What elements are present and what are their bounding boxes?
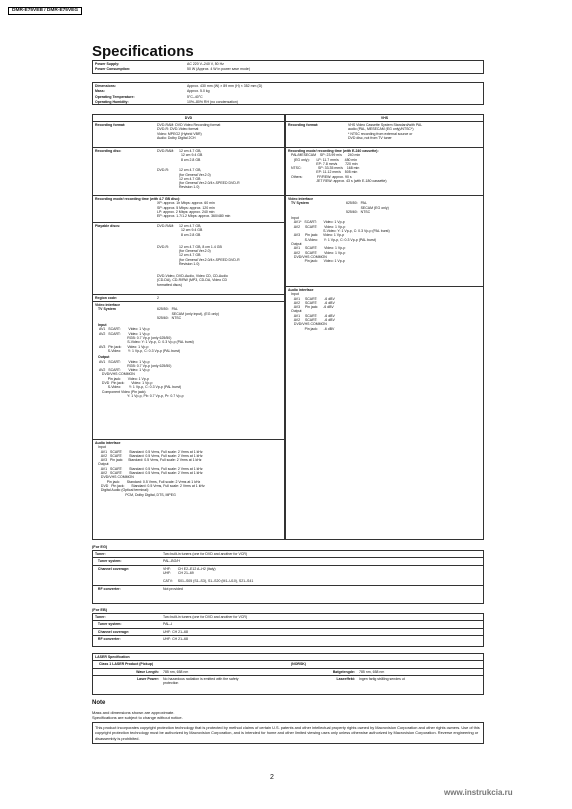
eg-row [93, 558, 483, 565]
vhs-header: VHS [286, 115, 483, 122]
page-number: 2 [270, 774, 274, 781]
section-label: Video interface [95, 303, 121, 307]
eb-row [93, 621, 483, 628]
laser-row [93, 676, 483, 687]
laser-product-row [93, 661, 483, 668]
spec-label: Power Consumption: [95, 67, 131, 72]
eb-row [93, 614, 483, 621]
eg-row [93, 586, 483, 592]
spec-label: Bølgelengde: [332, 669, 355, 674]
laser-title: LASER Specification [93, 654, 483, 661]
general-row [93, 100, 483, 105]
section-sublabel: TV System [291, 201, 309, 206]
dvd-audio-interface [93, 440, 284, 536]
laser-norsk: (NORSK) [291, 662, 306, 667]
section-sublabel: TV System [98, 307, 116, 312]
spec-value: Approx. 430 mm (W) × 89 mm (H) × 352 mm (D) [187, 84, 263, 88]
spec-label: Region code: [95, 296, 118, 300]
vhs-recording-format [286, 122, 483, 148]
dvd-recording-disc [93, 148, 284, 196]
spec-value: Input AV1 SCART: Standard: 0.5 Vrms, Full scale: 2 Vrms at 1 kHz AV2 SCART: Standard: 0.5 Vrms, Full scale: 2 Vrms at 1 kHz AV3 Pin jack: Standard: 0.5 Vrms, Full scale: 2 Vrms at 1 kHz Output AV1 SCART: Standard: 0.5 Vrms, Full scale: 2 Vrms at 1 kHz AV2 SCART: Standard: 0.5 Vrms, Full scale: 2 Vrms at 1 kHz DVD/VHS COMMON Pin jack: Standard: 0.5 Vrms, Full scale: 2 Vrms at 1 kHz DVD Pin jack: Standard: 0.5 Vrms, Full scale: 2 Vrms at 1 kHz Digital Audio (Optical terminal): PCM, Dolby Digital, DTS, MPEG [98, 445, 205, 497]
spec-sublabel: DVD-RAM: [157, 149, 175, 153]
eb-tag: (For EB) [92, 608, 107, 612]
eg-row [93, 551, 483, 558]
notes-text: Mass and dimensions shown are approximate. Specifications are subject to change without notice. [92, 710, 183, 720]
dvd-header: DVD [93, 115, 284, 122]
spec-label: Tuner system: [95, 622, 122, 627]
spec-sublabel: DVD-R: [157, 168, 170, 173]
spec-value: 12 cm 4.7 GB, (for General Ver.2.0) 12 cm 4.7 GB (for General Ver.2.0/4×-SPEED DVD-R Revision 1.0) [179, 168, 240, 190]
spec-label: Power Supply: [95, 62, 120, 66]
spec-value: UHF: CH 21–68 [163, 636, 188, 641]
eb-row [93, 629, 483, 636]
eg-box [92, 550, 484, 604]
spec-value: Approx. 5.0 kg [187, 89, 210, 94]
note-title: Note [92, 700, 106, 706]
section-sublabel: Input [98, 323, 107, 328]
spec-label: Recording mode/ recording time (with E-240 cassette): [288, 149, 379, 153]
spec-value: 785 nm, 658 nm [359, 669, 385, 674]
vhs-recording-time [286, 148, 483, 196]
spec-value: 10%–80% RH (no condensation) [187, 99, 238, 104]
dvd-playable [93, 223, 284, 295]
spec-value: VHF: CH E2–E12 A–H2 (Italy) UHF: CH 21–69 CATV: S01–S05 (S1–S3), S1–S20 (M1–U10), S21–S41 [163, 566, 254, 584]
spec-value: Input AV1 SCART: -6 dBV AV2 SCART: -6 dBV AV3 Pin jack: -6 dBV Output AV1 SCART: -6 dBV AV2 SCART: -6 dBV DVD/VHS COMMON Pin jack: -6 dBV [291, 292, 335, 331]
laser-product: Class 1 LASER Product (Pickup) [99, 662, 154, 667]
spec-value: 785 nm, 658 nm [163, 669, 189, 674]
spec-value: XP: approx. 1h Mbps: approx. 60 min SP: approx. 5 Mbps: approx. 120 min LP: approx. 2 Mbps: approx. 240 min EP: approx. 1.7/1.2 Mbps: approx. 360/480 min [157, 201, 231, 219]
eg-tag: (For EG) [92, 545, 108, 549]
spec-label: RF converter: [95, 636, 121, 641]
spec-label: Recording disc: [95, 149, 122, 153]
section-sublabel: Output [98, 355, 110, 360]
vhs-column [285, 114, 484, 540]
spec-label: Tuner system: [95, 559, 122, 564]
general-box [92, 82, 484, 105]
eg-row [93, 566, 483, 586]
section-label: Audio interface [288, 288, 314, 292]
spec-label: Mass: [95, 89, 105, 94]
model-label: DMR-E75VEB / DMR-E75VEG [8, 7, 82, 15]
spec-value: Two built-in tuners (one for DVD and another for VCR) [163, 552, 248, 556]
spec-label: Tuner: [95, 552, 106, 556]
spec-value: Ingen farlig stråling sendes ut [359, 676, 405, 681]
spec-sublabel: DVD-RAM: [157, 224, 175, 228]
spec-value: VHS Video Cassette System Standard/with PAL audio (PAL, MESECAM (EG only)/NTSC*) * NTSC recording from external source or DVD disc, not from TV tuner [348, 123, 423, 140]
spec-value: 5°C–40°C [187, 94, 203, 99]
spec-label: Operating Humidity: [95, 99, 129, 104]
spec-label: RF converter: [95, 586, 121, 591]
eb-row [93, 636, 483, 642]
spec-label: Recording mode/ recording time (with 4.7 GB disc): [95, 197, 181, 201]
spec-label: Playable discs: [95, 224, 121, 228]
spec-label: Laser Power: [137, 676, 159, 681]
spec-value: Input AV1* SCART: Video: 1 Vp-p AV2 SCART: Video: 1 Vp-p S-Video: Y: 1 Vp-p, C: 0.3 Vp-p (PAL burst) AV3 Pin jack: Video: 1 Vp-p S-Video: Y: 1 Vp-p, C: 0.3 Vp-p (PAL burst) Output AV1 SCART: Video: 1 Vp-p AV2 SCART: Video: 1 Vp-p DVD/VHS COMMON Pin jack: Video: 1 Vp-p [291, 216, 390, 264]
copyright-notice: This product incorporates copyright protection technology that is protected by method claims of certain U.S. patents and other intellectual property rights owned by Macrovision Corporation and other rights owners. Use of this copyright protection technology must be authorized by Macrovision Corporation, and is intended for home and other limited viewing uses only unless otherwise authorized by Macrovision Corporation. Reverse engineering or disassembly is prohibited. [92, 722, 484, 744]
spec-label: Recording format: [288, 123, 319, 127]
spec-sublabel: DVD-R: [157, 244, 170, 249]
spec-value: AC 220 V–240 V, 50 Hz [187, 62, 224, 66]
watermark: www.instrukcia.ru [444, 788, 513, 797]
dvd-column [92, 114, 285, 540]
spec-value: 625/50: PAL SECAM (EG only) 525/60: NTSC [346, 201, 389, 214]
spec-value: Not provided [163, 586, 183, 591]
spec-value: 2 [157, 296, 159, 300]
dvd-video-interface [93, 302, 284, 440]
spec-value: Two built-in tuners (one for DVD and another for VCR) [163, 615, 248, 619]
spec-value: AV1 SCART: Video: 1 Vp-p AV2 SCART: Video: 1 Vp-p RGB: 0.7 Vp-p (only 625/50) S-Video: Y: 1 Vp-p, C: 0.3 Vp-p (PAL burst) AV3 Pin jack: Video: 1 Vp-p S-Video: Y: 1 Vp-p, C: 0.3 Vp-p (PAL burst) [99, 327, 194, 353]
dvd-region [93, 295, 284, 302]
spec-value: UHF: CH 21–68 [163, 629, 188, 634]
spec-value: DVD-RAM: DVD Video Recording format DVD-R: DVD-Video format Video: MPEG2 (Hybrid VBR) Audio: Dolby Digital 2CH [157, 123, 221, 140]
dvd-recording-format [93, 122, 284, 148]
power-row [93, 67, 483, 72]
section-label: Audio interface [95, 441, 121, 445]
spec-label: Dimensions: [95, 84, 117, 88]
spec-label: Tuner: [95, 615, 106, 619]
spec-value: 625/50: PAL SECAM (only input), (EG only) 525/60: NTSC [157, 307, 220, 320]
dvd-mode-time [93, 196, 284, 223]
spec-value: PAL/MESECAM SP: 23.99 m/s 240 min (EG only): LP: 11.7 mm/s 480 min EP: 7.8 mm/s 720 min NTSC: SP: 33.35 mm/s 168 min EP: 11.12 mm/s 505 min Others: FF/REW: approx. 90 s JET REW: approx. 43 s (with E-180 cassette) [291, 153, 387, 184]
spec-value: PAL–I [163, 622, 173, 627]
spec-label: Recording format: [95, 123, 126, 127]
eb-box [92, 613, 484, 647]
spec-value: 12 cm 4.7 GB, 12 cm 9.4 GB 8 cm 2.8 GB [179, 224, 203, 237]
spec-label: Operating Temperature: [95, 94, 135, 99]
vhs-video-interface [286, 196, 483, 287]
power-box [92, 60, 484, 74]
vhs-audio-interface [286, 287, 483, 335]
spec-label: Channel coverage: [95, 629, 130, 634]
laser-box [92, 653, 484, 695]
spec-value: DVD-Video, DVD-Audio, Video CD, CD-Audio (CD-DA), CD-R/RW (MP3, CD-DA, Video CD formatted discs) [157, 274, 228, 287]
spec-value: 12 cm 4.7 GB, 12 cm 9.4 GB 8 cm 2.8 GB [179, 149, 203, 162]
spec-value: PAL–BG/H [163, 559, 180, 564]
spec-value: 50 W (Approx. 4 W in power save mode) [187, 67, 251, 72]
spec-label: Wave Length: [136, 669, 159, 674]
spec-value: No hazardous radiation is emitted with the safety protection [163, 676, 239, 686]
page-title: Specifications [92, 43, 194, 60]
spec-value: AV1 SCART: Video: 1 Vp-p RGB: 0.7 Vp-p (only 625/50) AV2 SCART: Video: 1 Vp-p DVD/VHS COMMON Pin jack: Video: 1 Vp-p DVD Pin jack: Video: 1 Vp-p S-Video: Y: 1 Vp-p, C: 0.3 Vp-p (PAL burst) Component Video (Pin jack): Y: 1 Vp-p, Pb: 0.7 Vp-p, Pr: 0.7 Vp-p [99, 359, 184, 398]
spec-label: Channel coverage: [95, 566, 130, 571]
spec-value: 12 cm 4.7 GB, 8 cm 1.4 GB (for General Ver.2.0) 12 cm 4.7 GB (for General Ver.2.0/4×-SPEED DVD-R Revision 1.0) [179, 244, 240, 266]
spec-label: Laseeffekt: [336, 676, 355, 681]
section-label: Video interface [288, 197, 314, 201]
laser-row [93, 669, 483, 676]
